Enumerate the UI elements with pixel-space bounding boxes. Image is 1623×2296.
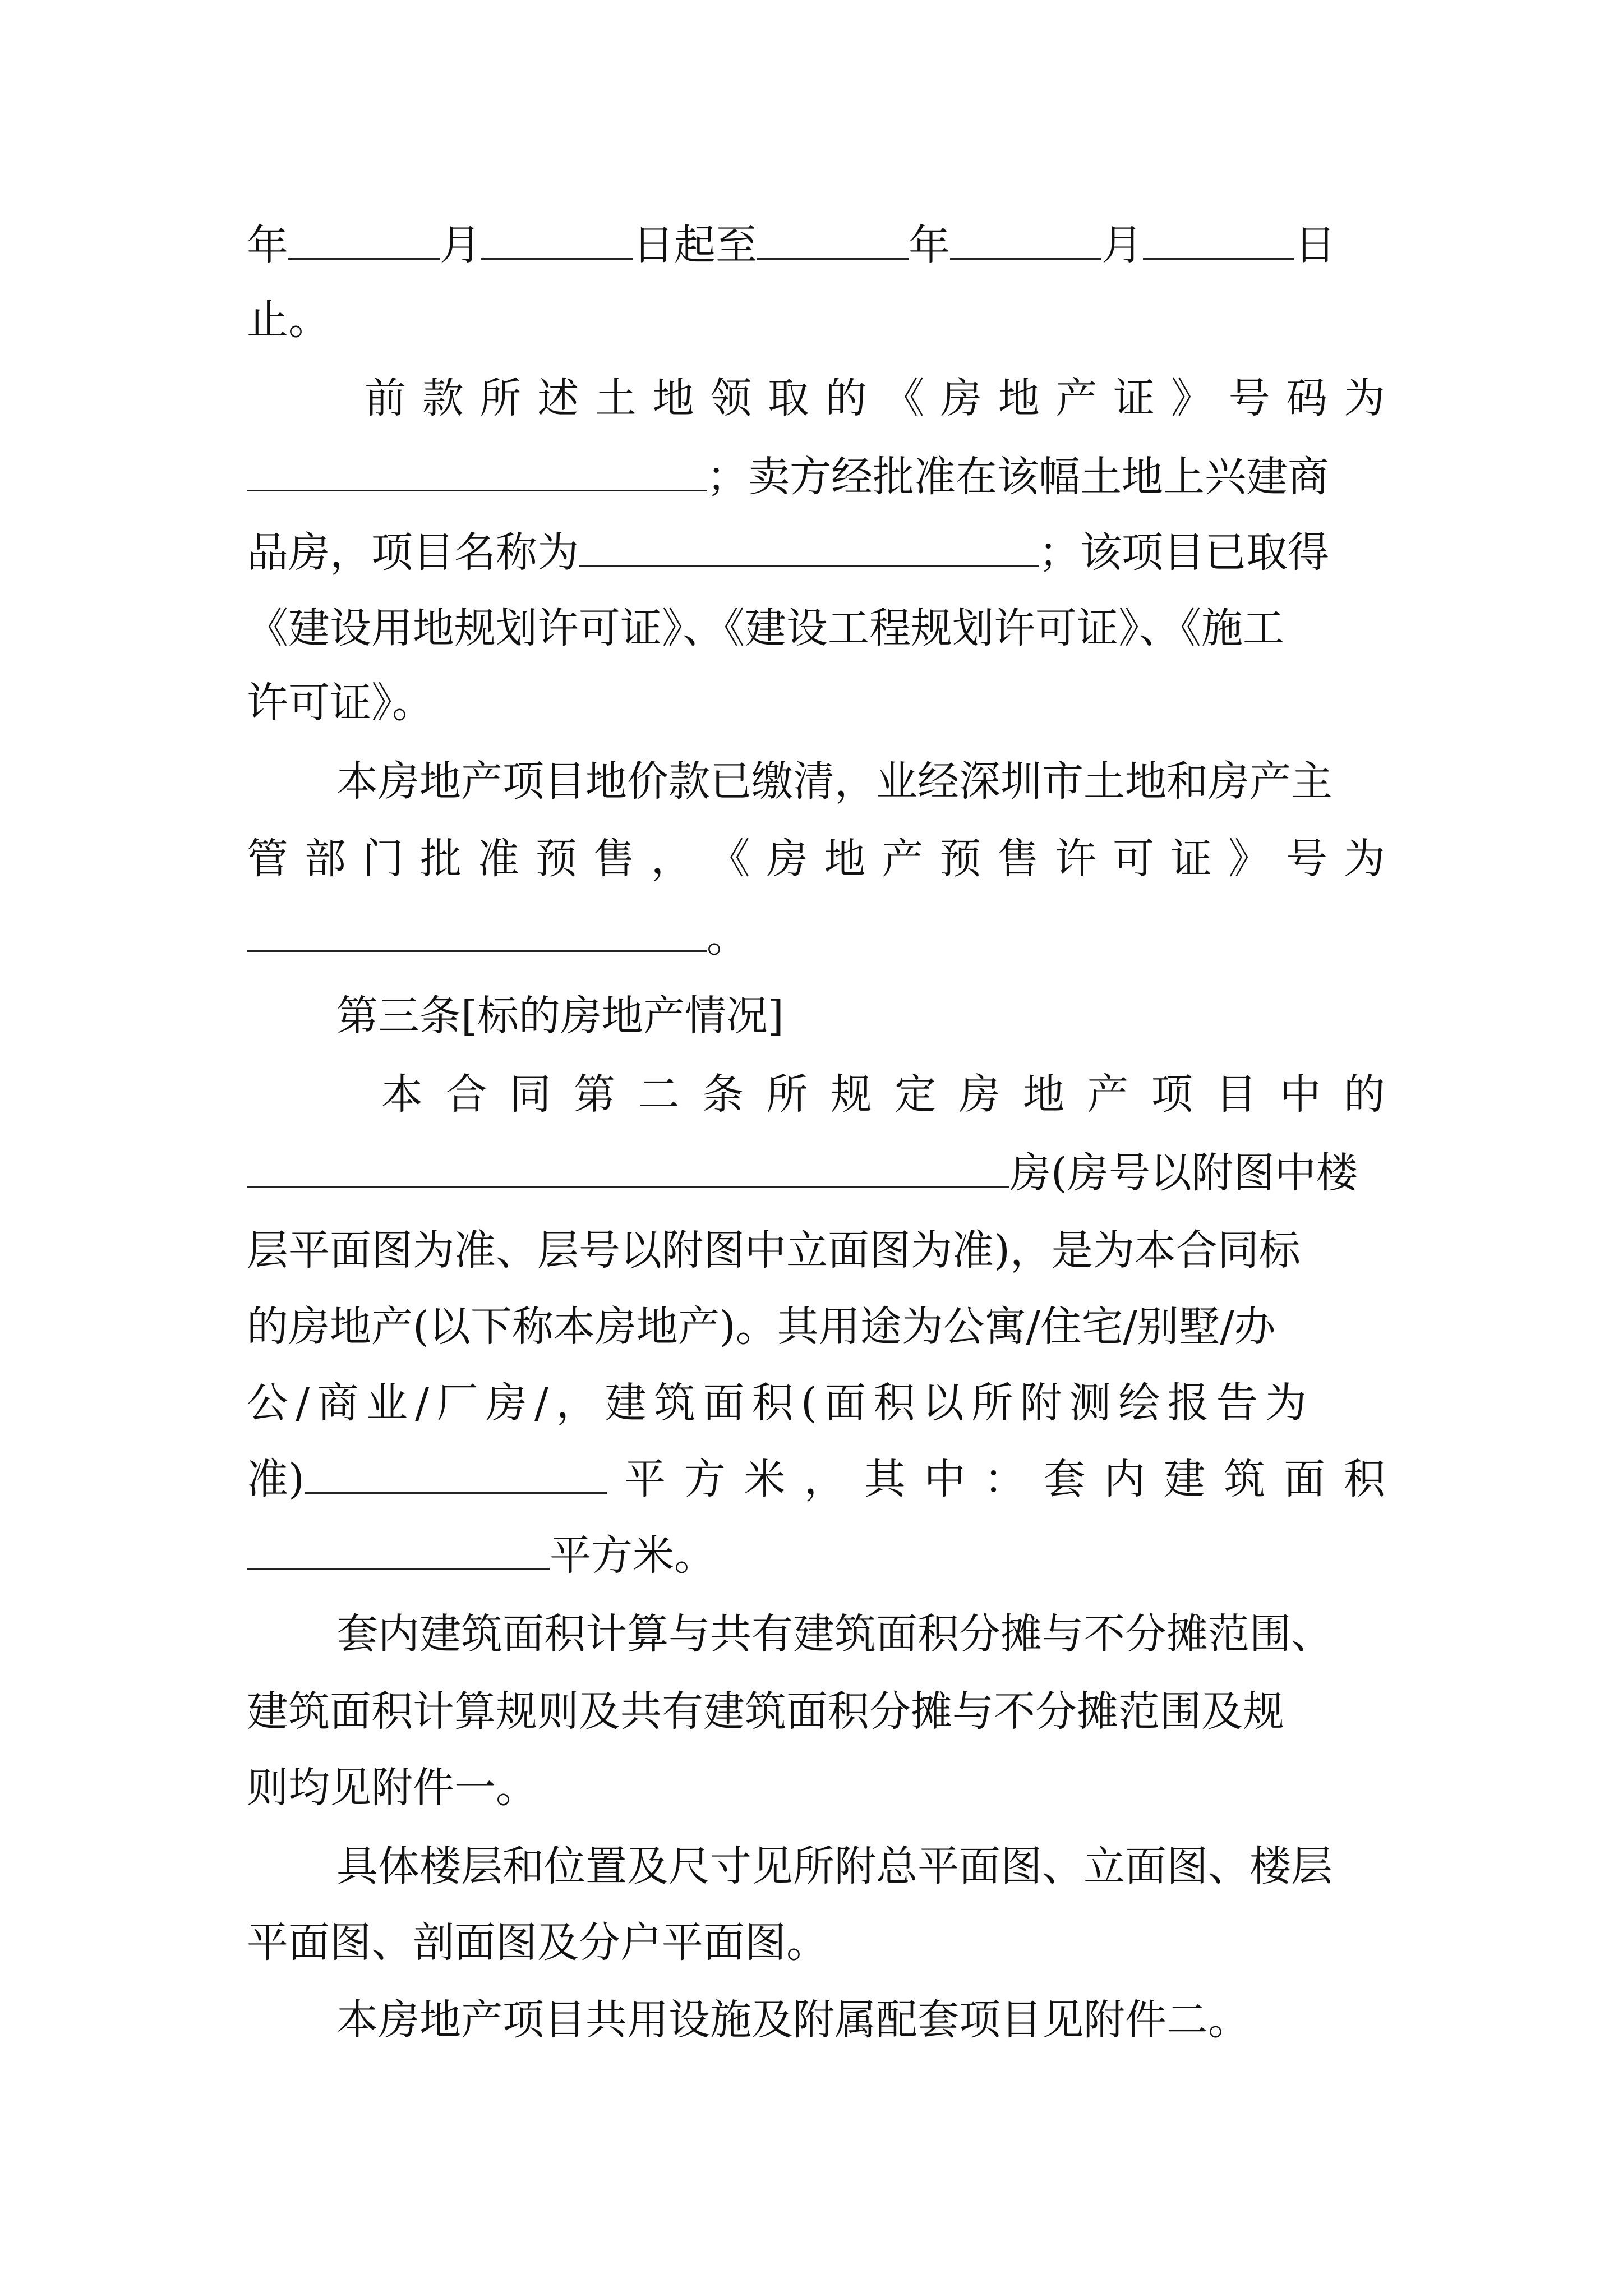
project-name-blank[interactable] (579, 565, 1039, 567)
presale-text: 本房地产项目地价款已缴清，业经深圳市土地和房产主 (336, 757, 1332, 806)
floors-text-2: 平面图、剖面图及分户平面图。 (247, 1918, 828, 1967)
cert-line1-char: 房 (940, 374, 983, 422)
cert-line1-char: 地 (652, 374, 694, 422)
building-area-blank[interactable] (305, 1492, 607, 1494)
building-area-text: 公/商业/厂房/，建筑面积(面积以所附测绘报告为 (247, 1379, 1315, 1427)
article-3-line-1 (381, 1064, 1385, 1125)
year-label-2: 年 (909, 221, 950, 269)
end-text: 止。 (247, 296, 330, 344)
presale-line2-char: 售 (997, 835, 1039, 883)
facilities-text: 本房地产项目共用设施及附属配套项目见附件二。 (336, 1996, 1249, 2044)
art3-line1-char: 项 (1151, 1070, 1193, 1119)
cert-line1-char: 土 (594, 374, 637, 422)
floors-line-2 (247, 1912, 1385, 1973)
presale-line2-char: 证 (1170, 835, 1212, 883)
art3-line1-char: 目 (1215, 1070, 1257, 1119)
area-rules-text-1: 套内建筑面积计算与共有建筑面积分摊与不分摊范围、 (336, 1610, 1332, 1658)
month-label-1: 月 (440, 221, 481, 269)
art3-line1-char: 定 (895, 1070, 937, 1119)
article-3-heading (336, 985, 1385, 1047)
presale-end: 。 (707, 913, 748, 961)
art3-line1-char: 第 (574, 1070, 616, 1119)
art3-line1-char: 地 (1022, 1070, 1064, 1119)
art3-line6-char: 其 (864, 1455, 906, 1503)
cert-line1-char: 地 (998, 374, 1040, 422)
year-blank-1[interactable] (288, 257, 440, 260)
art3-line1-char: 合 (445, 1070, 487, 1119)
cert-line1-char: 《 (883, 374, 925, 422)
art3-line1-char: 产 (1087, 1070, 1129, 1119)
cert-line2-text: ；卖方经批准在该幅土地上兴建商 (707, 453, 1329, 501)
area-rules-line-3 (247, 1757, 1385, 1819)
presale-line2-char: 《 (708, 835, 750, 883)
cert-line1-char: 领 (710, 374, 752, 422)
presale-line2-char: 许 (1055, 835, 1097, 883)
permits-end-text: 许可证》。 (247, 679, 434, 727)
article-3-line-4 (247, 1296, 1385, 1358)
art3-line6-char: 内 (1104, 1455, 1146, 1503)
date-range-end (247, 289, 1385, 351)
real-estate-cert-number-blank[interactable] (247, 489, 707, 491)
presale-line2-char: 管 (247, 835, 288, 883)
art3-line1-char: 本 (381, 1070, 423, 1119)
presale-permit-number-blank[interactable] (247, 950, 707, 952)
presale-line2-char: 可 (1113, 835, 1155, 883)
cert-para-line-2 (247, 446, 1385, 508)
cert-line1-char: 取 (767, 374, 809, 422)
area-rules-line-2 (247, 1681, 1385, 1742)
day-label-2: 日 (1294, 221, 1336, 269)
art3-line1-char: 的 (1343, 1070, 1385, 1119)
presale-line2-char: 预 (535, 835, 577, 883)
cert-line1-char: 的 (825, 374, 867, 422)
cert-line1-char: 所 (479, 374, 522, 422)
art3-line1-char: 规 (830, 1070, 872, 1119)
floor-plan-text: 层平面图为准、层号以附图中立面图为准)，是为本合同标 (247, 1226, 1301, 1274)
cert-line1-char: 》 (1170, 374, 1212, 422)
art3-line1-char: 所 (766, 1070, 808, 1119)
presale-line2-char: 产 (882, 835, 924, 883)
inner-area-blank[interactable] (247, 1568, 550, 1570)
floors-text-1: 具体楼层和位置及尺寸见所附总平面图、立面图、楼层 (336, 1842, 1332, 1890)
project-name-label: 品房，项目名称为 (247, 528, 579, 577)
cert-line1-char: 款 (422, 374, 464, 422)
art3-line6-char: 筑 (1224, 1455, 1266, 1503)
article-3-title: 第三条[标的房地产情况] (336, 992, 784, 1040)
room-number-blank[interactable] (247, 1185, 1009, 1188)
cert-line1-char: 前 (365, 374, 406, 422)
area-rules-line-1 (336, 1603, 1385, 1665)
month-blank-1[interactable] (481, 257, 633, 260)
art3-line6-char: 中 (924, 1455, 966, 1503)
date-range-line (247, 214, 1385, 276)
project-obtained-text: ；该项目已取得 (1039, 528, 1329, 577)
presale-line2-char: 部 (304, 835, 346, 883)
presale-line2-char: 房 (766, 835, 808, 883)
art3-line6-char: 平 (624, 1455, 666, 1503)
art3-line6-char: 面 (1284, 1455, 1326, 1503)
art3-line1-char: 条 (702, 1070, 744, 1119)
presale-line-3 (247, 907, 1385, 968)
presale-line2-char: 售 (593, 835, 635, 883)
floors-line-1 (336, 1835, 1385, 1897)
presale-line-2 (247, 828, 1385, 890)
day-blank-2[interactable] (1143, 257, 1294, 260)
presale-line2-char: 》 (1228, 835, 1270, 883)
presale-line2-char: 为 (1343, 835, 1385, 883)
month-blank-2[interactable] (950, 257, 1101, 260)
area-label-start: 准) (247, 1455, 305, 1503)
presale-line2-char: 批 (419, 835, 462, 883)
article-3-line-7 (247, 1525, 1385, 1586)
square-meter-inner-area-text (624, 1448, 1385, 1510)
art3-line1-char: 房 (958, 1070, 1000, 1119)
art3-line6-char: 米 (744, 1455, 786, 1503)
article-3-line-5 (247, 1372, 1385, 1434)
presale-line2-char: 地 (824, 835, 866, 883)
art3-line1-char: 中 (1279, 1070, 1321, 1119)
art3-line6-char: 方 (684, 1455, 726, 1503)
art3-line6-char: ： (984, 1455, 1026, 1503)
cert-line1-char: 证 (1113, 374, 1155, 422)
presale-line2-char: 准 (477, 835, 519, 883)
cert-para-line-5 (247, 672, 1385, 734)
permits-text: 《建设用地规划许可证》、《建设工程规划许可证》、《施工 (247, 604, 1284, 652)
usage-text: 的房地产(以下称本房地产)。其用途为公寓/住宅/别墅/办 (247, 1303, 1276, 1351)
presale-line2-char: 预 (939, 835, 981, 883)
cert-line1-char: 产 (1055, 374, 1098, 422)
art3-line6-char: 套 (1044, 1455, 1086, 1503)
day-from-label: 日起至 (633, 221, 757, 269)
presale-line2-char: 门 (362, 835, 404, 883)
facilities-line-1 (336, 1989, 1385, 2051)
cert-line1-char: 述 (537, 374, 579, 422)
art3-line1-char: 二 (638, 1070, 680, 1119)
area-rules-text-3: 则均见附件一。 (247, 1764, 537, 1812)
cert-line1-char: 为 (1343, 374, 1385, 422)
month-label-2: 月 (1101, 221, 1143, 269)
presale-line-1 (336, 751, 1385, 812)
presale-line2-char: 号 (1285, 835, 1327, 883)
article-3-line-3 (247, 1220, 1385, 1281)
article-3-line-6 (247, 1448, 1385, 1510)
cert-para-line-3 (247, 522, 1385, 583)
presale-line2-char: ， (651, 835, 693, 883)
art3-line6-char: ， (804, 1455, 846, 1503)
square-meter-end: 平方米。 (550, 1531, 716, 1580)
cert-line1-char: 码 (1286, 374, 1328, 422)
cert-line1-char: 号 (1228, 374, 1270, 422)
area-rules-text-2: 建筑面积计算规则及共有建筑面积分摊与不分摊范围及规 (247, 1687, 1284, 1736)
cert-para-line-1 (365, 367, 1385, 429)
year-blank-2[interactable] (757, 257, 909, 260)
article-3-line-2 (247, 1142, 1385, 1204)
art3-line6-char: 积 (1343, 1455, 1385, 1503)
art3-line1-char: 同 (509, 1070, 551, 1119)
room-note-text: 房(房号以附图中楼 (1009, 1149, 1358, 1197)
art3-line6-char: 建 (1164, 1455, 1206, 1503)
year-label-1: 年 (247, 221, 288, 269)
cert-para-line-4 (247, 597, 1385, 659)
